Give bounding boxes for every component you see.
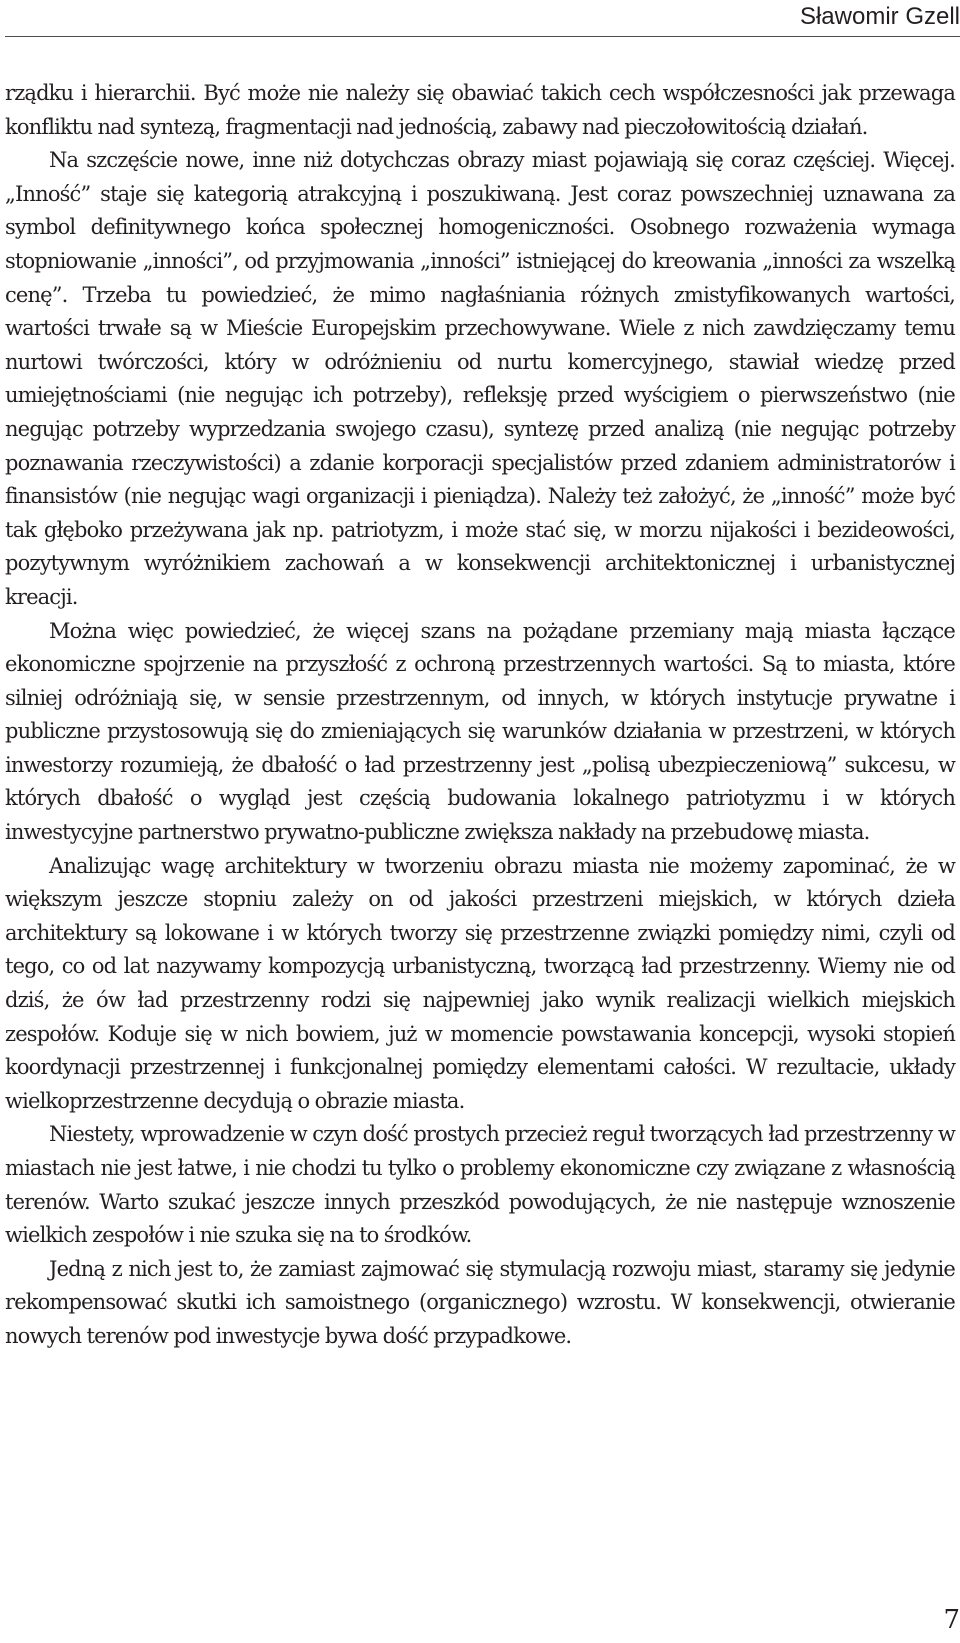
paragraph-3: Można więc powiedzieć, że więcej szans na pożądane przemiany mają miasta łączące ekonomiczne spojrzenie na przyszłość z ochroną przestrzennych wartości. Są to miasta, które silniej odróżniają się, w sensie przestrzennym, od innych, w których instytucje prywatne i publiczne przystosowują się do zmieniających się warunków działania w przestrzeni, w których inwestorzy rozumieją, że dbałość o ład przestrzenny jest „polisą ubezpieczeniową” sukcesu, w których dbałość o wygląd jest częścią budowania lokalnego patriotyzmu i w których inwestycyjne partnerstwo prywatno-publiczne zwiększa nakłady na przebudowę miasta. (5, 618, 955, 845)
paragraph-6: Jedną z nich jest to, że zamiast zajmować się stymulacją rozwoju miast, staramy się jedynie rekompensować skutki ich samoistnego (organicznego) wzrostu. W konsekwencji, otwieranie nowych terenów pod inwestycje bywa dość przypadkowe. (5, 1256, 955, 1348)
paragraph-4: Analizując wagę architektury w tworzeniu obrazu miasta nie możemy zapominać, że w większym jeszcze stopniu zależy on od jakości przestrzeni miejskich, w których dzieła architektury są lokowane i w których tworzy się przestrzenne związki pomiędzy nimi, czyli od tego, co od lat nazywamy kompozycją urbanistyczną, tworzącą ład przestrzenny. Wiemy nie od dziś, że ów ład przestrzenny rodzi się najpewniej jako wynik realizacji wielkich miejskich zespołów. Koduje się w nich bowiem, już w momencie powstawania koncepcji, wysoki stopień koordynacji przestrzennej i funkcjonalnej pomiędzy elementami całości. W rezultacie, układy wielkoprzestrzenne decydują o obrazie miasta. (5, 853, 955, 1113)
page-number: 7 (943, 1605, 960, 1635)
paragraph-1: rządku i hierarchii. Być może nie należy się obawiać takich cech współczesności jak przewaga konfliktu nad syntezą, fragmentacji nad jednością, zabawy nad pieczołowitością działań. (5, 81, 955, 139)
header-rule (5, 36, 960, 37)
running-header-author: Sławomir Gzell (799, 3, 960, 30)
paragraph-2: Na szczęście nowe, inne niż dotychczas obrazy miast pojawiają się coraz częściej. Więcej. „Inność” staje się kategorią atrakcyjną i poszukiwaną. Jest coraz powszechniej uznawana za symbol definitywnego końca społecznej homogeniczności. Osobnego rozważenia wymaga stopniowanie „inności”, od przyjmowania „inności” istniejącej do kreowania „inności za wszelką cenę”. Trzeba tu powiedzieć, że mimo nagłaśniania różnych zmistyfikowanych wartości, wartości trwałe są w Mieście Europejskim przechowywane. Wiele z nich zawdzięczamy temu nurtowi twórczości, który w odróżnieniu od nurtu komercyjnego, stawiał wiedzę przed umiejętnościami (nie negując ich potrzeby), refleksję przed wyścigiem o pierwszeństwo (nie negując potrzeby wyprzedzania swojego czasu), syntezę przed analizą (nie negując potrzeby poznawania rzeczywistości) a zdanie korporacji specjalistów przed zdaniem administratorów i finansistów (nie negując wagi organizacji i pieniądza). Należy też założyć, że „inność” może być tak głęboko przeżywana jak np. patriotyzm, i może stać się, w morzu nijakości i bezideowości, pozytywnym wyróżnikiem zachowań a w konsekwencji architektonicznej i urbanistycznej kreacji. (5, 148, 955, 609)
paragraph-5: Niestety, wprowadzenie w czyn dość prostych przecież reguł tworzących ład przestrzenny w miastach nie jest łatwe, i nie chodzi tu tylko o problemy ekonomiczne czy związane z własnością terenów. Warto szukać jeszcze innych przeszkód powodujących, że nie następuje wznoszenie wielkich zespołów i nie szuka się na to środków. (5, 1122, 955, 1248)
body-text (5, 77, 955, 1354)
